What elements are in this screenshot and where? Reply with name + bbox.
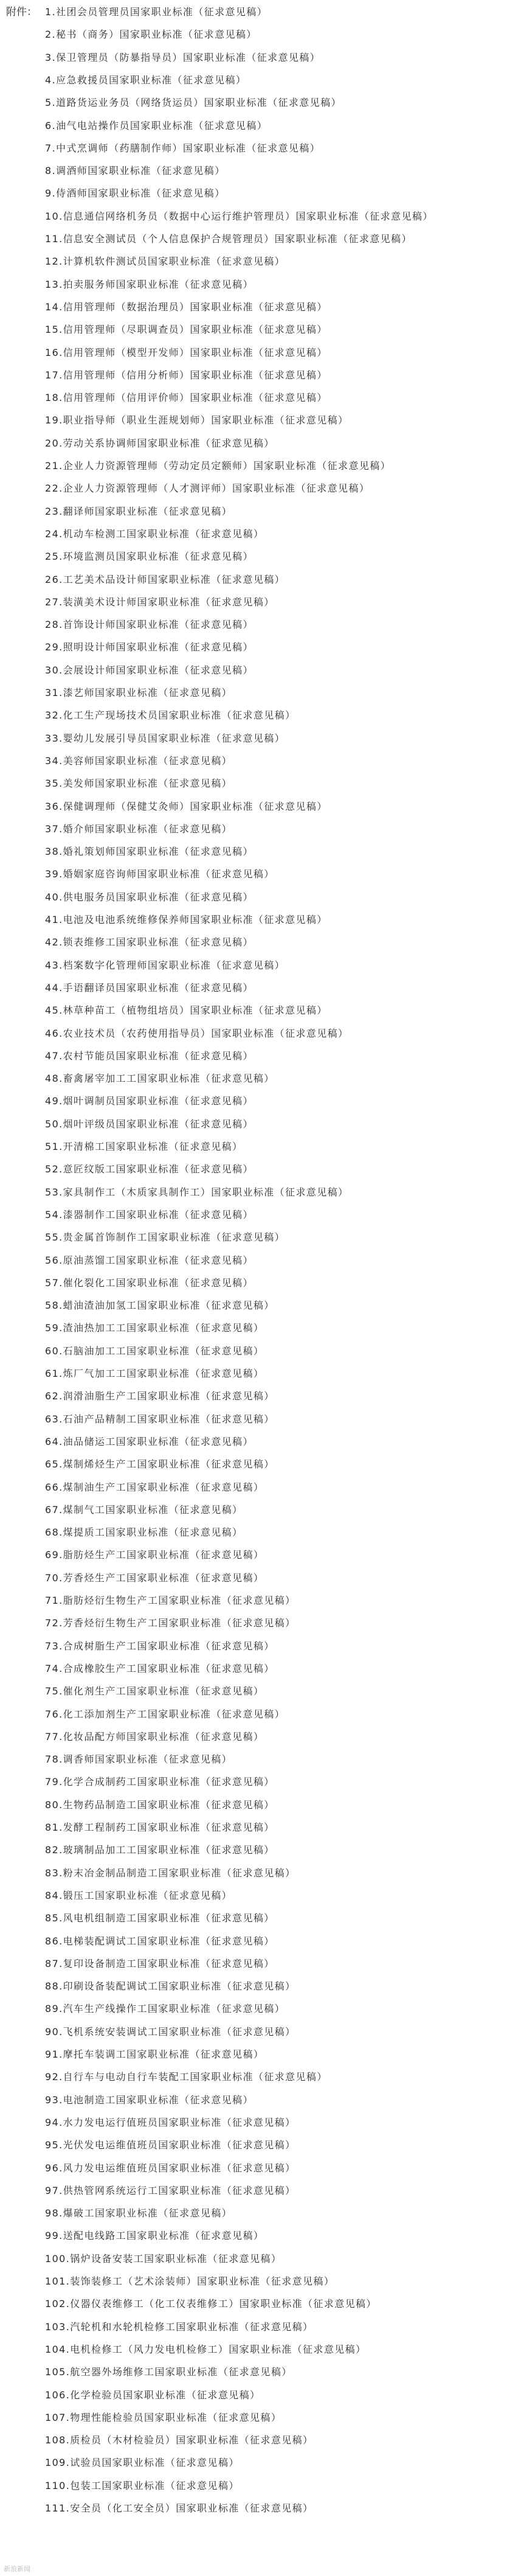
list-item: 111.安全员（化工安全员）国家职业标准（征求意见稿）: [45, 2502, 314, 2514]
list-item: 75.催化剂生产工国家职业标准（征求意见稿）: [45, 1685, 264, 1697]
list-item: 107.物理性能检验员国家职业标准（征求意见稿）: [45, 2411, 282, 2423]
list-item: 78.调香师国家职业标准（征求意见稿）: [45, 1753, 233, 1766]
list-item: 82.玻璃制品加工工国家职业标准（征求意见稿）: [45, 1844, 275, 1856]
list-item: 30.会展设计师国家职业标准（征求意见稿）: [45, 664, 254, 676]
list-item: 64.油品储运工国家职业标准（征求意见稿）: [45, 1435, 254, 1447]
list-item: 4.应急救援员国家职业标准（征求意见稿）: [45, 74, 247, 86]
list-item: 13.拍卖服务师国家职业标准（征求意见稿）: [45, 278, 254, 290]
list-item: 52.意匠纹版工国家职业标准（征求意见稿）: [45, 1163, 254, 1175]
list-item: 93.电池制造工国家职业标准（征求意见稿）: [45, 2094, 254, 2106]
list-item: 68.煤提质工国家职业标准（征求意见稿）: [45, 1526, 243, 1539]
list-item: 33.婴幼儿发展引导员国家职业标准（征求意见稿）: [45, 732, 286, 744]
list-item: 14.信用管理师（数据治理员）国家职业标准（征求意见稿）: [45, 301, 328, 313]
list-item: 25.环境监测员国家职业标准（征求意见稿）: [45, 551, 254, 563]
list-item: 102.仪器仪表维修工（化工仪表维修工）国家职业标准（征求意见稿）: [45, 2298, 377, 2310]
list-item: 24.机动车检测工国家职业标准（征求意见稿）: [45, 527, 264, 540]
list-item: 70.芳香烃生产工国家职业标准（征求意见稿）: [45, 1572, 264, 1584]
list-item: 104.电机检修工（风力发电机检修工）国家职业标准（征求意见稿）: [45, 2343, 367, 2355]
list-item: 85.风电机组制造工国家职业标准（征求意见稿）: [45, 1912, 275, 1924]
list-item: 91.摩托车装调工国家职业标准（征求意见稿）: [45, 2049, 264, 2060]
list-item: 51.开清棉工国家职业标准（征求意见稿）: [45, 1141, 243, 1152]
list-item: 71.脂肪烃衍生物生产工国家职业标准（征求意见稿）: [45, 1595, 296, 1606]
list-item: 23.翻译师国家职业标准（征求意见稿）: [45, 505, 233, 517]
list-item: 56.原油蒸馏工国家职业标准（征求意见稿）: [45, 1254, 254, 1266]
list-item: 76.化工添加剂生产工国家职业标准（征求意见稿）: [45, 1708, 286, 1720]
list-item: 66.煤制油生产工国家职业标准（征求意见稿）: [45, 1481, 264, 1493]
list-item: 86.电梯装配调试工国家职业标准（征求意见稿）: [45, 1935, 275, 1947]
list-item: 31.漆艺师国家职业标准（征求意见稿）: [45, 687, 233, 698]
list-item: 98.爆破工国家职业标准（征求意见稿）: [45, 2207, 233, 2219]
list-item: 21.企业人力资源管理师（劳动定员定额师）国家职业标准（征求意见稿）: [45, 460, 392, 472]
list-item: 58.蜡油渣油加氢工国家职业标准（征求意见稿）: [45, 1300, 275, 1312]
list-item: 60.石脑油加工工国家职业标准（征求意见稿）: [45, 1345, 264, 1357]
list-item: 67.煤制气工国家职业标准（征求意见稿）: [45, 1503, 243, 1516]
list-item: 57.催化裂化工国家职业标准（征求意见稿）: [45, 1276, 254, 1289]
list-item: 50.烟叶评级员国家职业标准（征求意见稿）: [45, 1118, 254, 1130]
list-item: 11.信息安全测试员（个人信息保护合规管理员）国家职业标准（征求意见稿）: [45, 233, 412, 245]
watermark: 新浪新闻: [4, 2565, 30, 2573]
list-item: 38.婚礼策划师国家职业标准（征求意见稿）: [45, 846, 254, 858]
list-item: 46.农业技术员（农药使用指导员）国家职业标准（征求意见稿）: [45, 1027, 349, 1039]
list-item: 110.包装工国家职业标准（征求意见稿）: [45, 2479, 240, 2491]
list-item: 100.锅炉设备安装工国家职业标准（征求意见稿）: [45, 2252, 282, 2264]
list-item: 47.农村节能员国家职业标准（征求意见稿）: [45, 1050, 254, 1062]
list-item: 80.生物药品制造工国家职业标准（征求意见稿）: [45, 1798, 275, 1811]
list-item: 28.首饰设计师国家职业标准（征求意见稿）: [45, 619, 254, 631]
list-item: 62.润滑油脂生产工国家职业标准（征求意见稿）: [45, 1390, 275, 1402]
list-item: 26.工艺美术品设计师国家职业标准（征求意见稿）: [45, 573, 286, 585]
list-item: 61.炼厂气加工工国家职业标准（征求意见稿）: [45, 1368, 264, 1379]
list-item: 53.家具制作工（木质家具制作工）国家职业标准（征求意见稿）: [45, 1186, 349, 1198]
list-item: 18.信用管理师（信用评价师）国家职业标准（征求意见稿）: [45, 392, 328, 404]
list-item: 65.煤制烯烃生产工国家职业标准（征求意见稿）: [45, 1458, 275, 1471]
list-item: 108.质检员（木材检验员）国家职业标准（征求意见稿）: [45, 2434, 314, 2446]
list-item: 44.手语翻译员国家职业标准（征求意见稿）: [45, 981, 254, 994]
list-item: 109.试验员国家职业标准（征求意见稿）: [45, 2457, 240, 2469]
list-item: 8.调酒师国家职业标准（征求意见稿）: [45, 165, 226, 177]
list-item: 55.贵金属首饰制作工国家职业标准（征求意见稿）: [45, 1231, 286, 1244]
list-item: 37.婚介师国家职业标准（征求意见稿）: [45, 823, 233, 835]
list-item: 35.美发师国家职业标准（征求意见稿）: [45, 778, 233, 790]
list-item: 79.化学合成制药工国家职业标准（征求意见稿）: [45, 1776, 275, 1788]
list-item: 94.水力发电运行值班员国家职业标准（征求意见稿）: [45, 2116, 296, 2128]
list-item: 81.发酵工程制药工国家职业标准（征求意见稿）: [45, 1822, 275, 1833]
list-item: 83.粉末冶金制品制造工国家职业标准（征求意见稿）: [45, 1867, 296, 1879]
list-item: 17.信用管理师（信用分析师）国家职业标准（征求意见稿）: [45, 369, 328, 381]
list-item: 69.脂肪烃生产工国家职业标准（征求意见稿）: [45, 1549, 264, 1561]
list-item: 32.化工生产现场技术员国家职业标准（征求意见稿）: [45, 709, 296, 722]
list-item: 16.信用管理师（模型开发师）国家职业标准（征求意见稿）: [45, 346, 328, 358]
list-item: 96.风力发电运维值班员国家职业标准（征求意见稿）: [45, 2162, 296, 2174]
list-item: 103.汽轮机和水轮机检修工国家职业标准（征求意见稿）: [45, 2320, 314, 2333]
list-item: 54.漆器制作工国家职业标准（征求意见稿）: [45, 1208, 254, 1220]
list-item: 27.装潢美术设计师国家职业标准（征求意见稿）: [45, 596, 275, 608]
list-item: 12.计算机软件测试员国家职业标准（征求意见稿）: [45, 256, 286, 268]
list-item: 97.供热管网系统运行工国家职业标准（征求意见稿）: [45, 2184, 296, 2196]
attachment-label: 附件：: [6, 6, 37, 18]
list-item: 63.石油产品精制工国家职业标准（征求意见稿）: [45, 1413, 275, 1425]
list-item: 90.飞机系统安装调试工国家职业标准（征求意见稿）: [45, 2025, 296, 2038]
list-item: 22.企业人力资源管理师（人才测评师）国家职业标准（征求意见稿）: [45, 482, 370, 495]
list-item: 92.自行车与电动自行车装配工国家职业标准（征求意见稿）: [45, 2071, 328, 2083]
list-item: 101.装饰装修工（艺术涂装师）国家职业标准（征求意见稿）: [45, 2275, 335, 2287]
list-item: 42.锁表维修工国家职业标准（征求意见稿）: [45, 936, 254, 949]
list-item: 41.电池及电池系统维修保养师国家职业标准（征求意见稿）: [45, 914, 328, 925]
list-item: 74.合成橡胶生产工国家职业标准（征求意见稿）: [45, 1662, 275, 1674]
list-item: 5.道路货运业务员（网络货运员）国家职业标准（征求意见稿）: [45, 97, 342, 109]
list-item: 3.保卫管理员（防暴指导员）国家职业标准（征求意见稿）: [45, 51, 321, 63]
list-item: 45.林草种苗工（植物组培员）国家职业标准（征求意见稿）: [45, 1004, 328, 1017]
list-item: 39.婚姻家庭咨询师国家职业标准（征求意见稿）: [45, 868, 275, 880]
list-item: 15.信用管理师（尽职调查员）国家职业标准（征求意见稿）: [45, 324, 328, 336]
list-item: 20.劳动关系协调师国家职业标准（征求意见稿）: [45, 437, 275, 449]
list-item: 99.送配电线路工国家职业标准（征求意见稿）: [45, 2230, 264, 2242]
list-item: 72.芳香烃衍生物生产工国家职业标准（征求意见稿）: [45, 1617, 296, 1629]
list-item: 59.渣油热加工工国家职业标准（征求意见稿）: [45, 1322, 264, 1334]
list-item: 84.锻压工国家职业标准（征求意见稿）: [45, 1889, 233, 1901]
list-item: 48.畜禽屠宰加工工国家职业标准（征求意见稿）: [45, 1073, 275, 1085]
list-item: 2.秘书（商务）国家职业标准（征求意见稿）: [45, 29, 257, 41]
list-item: 40.供电服务员国家职业标准（征求意见稿）: [45, 891, 254, 903]
list-item: 9.侍酒师国家职业标准（征求意见稿）: [45, 187, 226, 200]
list-item: 6.油气电站操作员国家职业标准（征求意见稿）: [45, 119, 268, 131]
list-item: 105.航空器外场维修工国家职业标准（征求意见稿）: [45, 2366, 292, 2378]
list-item: 87.复印设备制造工国家职业标准（征求意见稿）: [45, 1957, 275, 1969]
list-item: 29.照明设计师国家职业标准（征求意见稿）: [45, 641, 254, 653]
list-item: 1.社团会员管理员国家职业标准（征求意见稿）: [45, 6, 268, 18]
list-item: 89.汽车生产线操作工国家职业标准（征求意见稿）: [45, 2003, 286, 2015]
list-item: 34.美容师国家职业标准（征求意见稿）: [45, 754, 233, 767]
list-item: 88.印刷设备装配调试工国家职业标准（征求意见稿）: [45, 1980, 296, 1993]
list-item: 73.合成树脂生产工国家职业标准（征求意见稿）: [45, 1640, 275, 1652]
list-item: 36.保健调理师（保健艾灸师）国家职业标准（征求意见稿）: [45, 800, 328, 812]
list-item: 77.化妆品配方师国家职业标准（征求意见稿）: [45, 1730, 264, 1742]
list-item: 95.光伏发电运维值班员国家职业标准（征求意见稿）: [45, 2139, 296, 2151]
list-item: 19.职业指导师（职业生涯规划师）国家职业标准（征求意见稿）: [45, 414, 349, 426]
list-item: 7.中式烹调师（药膳制作师）国家职业标准（征求意见稿）: [45, 142, 321, 154]
list-item: 49.烟叶调制员国家职业标准（征求意见稿）: [45, 1095, 254, 1107]
list-item: 106.化学检验员国家职业标准（征求意见稿）: [45, 2389, 261, 2401]
list-item: 10.信息通信网络机务员（数据中心运行维护管理员）国家职业标准（征求意见稿）: [45, 210, 433, 222]
list-item: 43.档案数字化管理师国家职业标准（征求意见稿）: [45, 959, 286, 971]
